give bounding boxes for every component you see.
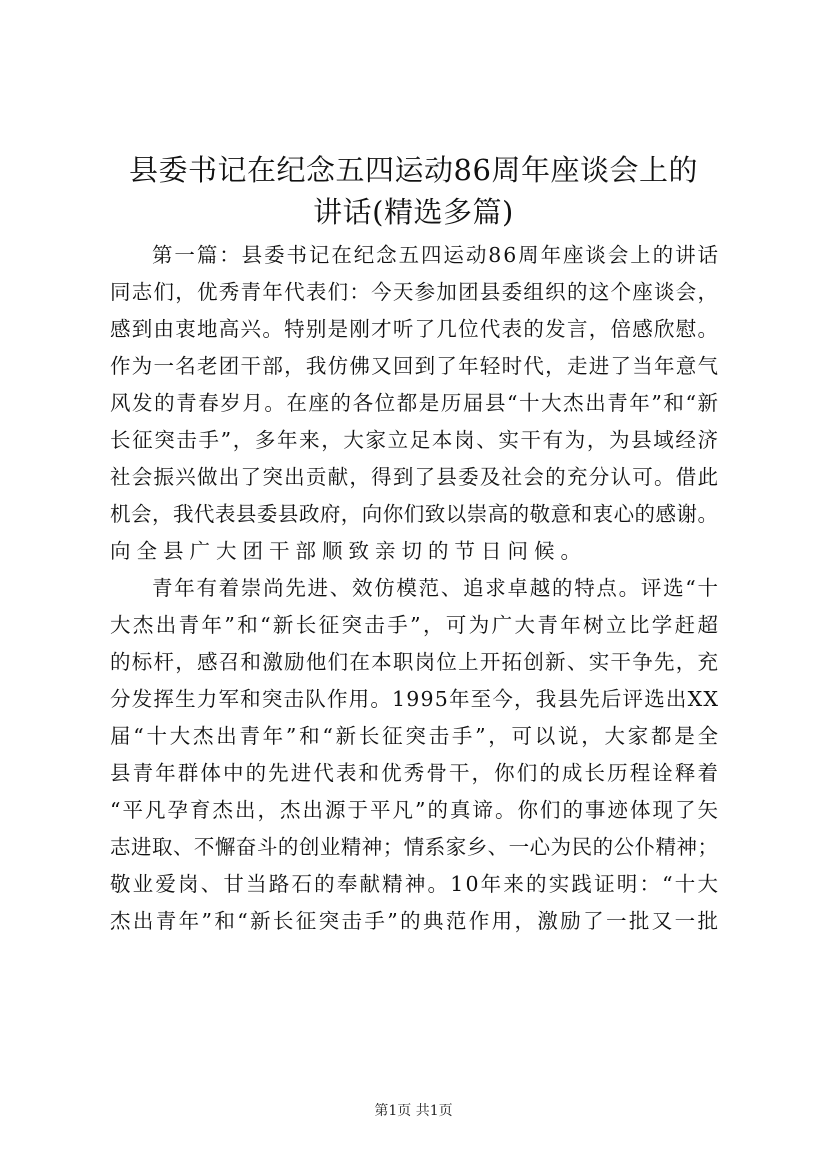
paragraph-line: 志进取、不懈奋斗的创业精神；情系家乡、一心为民的公仆精神； [110, 835, 719, 859]
paragraph-line: 机会，我代表县委县政府，向你们致以崇高的敬意和衷心的感谢。 [110, 502, 719, 526]
document-title-line-1: 县委书记在纪念五四运动86周年座谈会上的 [129, 153, 698, 187]
page-footer: 第1页 共1页 [374, 1103, 453, 1119]
paragraph-line: “平凡孕育杰出，杰出源于平凡”的真谛。你们的事迹体现了矢 [110, 798, 720, 822]
paragraph-line: 杰出青年”和“新长征突击手”的典范作用，激励了一批又一批 [110, 909, 721, 933]
paragraph-line: 的标杆，感召和激励他们在本职岗位上开拓创新、实干争先，充 [110, 650, 720, 674]
paragraph-line: 青年有着崇尚先进、效仿模范、追求卓越的特点。评选“十 [152, 576, 720, 600]
paragraph-line: 感到由衷地高兴。特别是刚才听了几位代表的发言，倍感欣慰。 [110, 317, 720, 341]
section-heading: 第一篇：县委书记在纪念五四运动86周年座谈会上的讲话 [152, 243, 720, 267]
paragraph-line: 同志们，优秀青年代表们：今天参加团县委组织的这个座谈会， [110, 280, 720, 304]
paragraph-line: 分发挥生力军和突击队作用。1995年至今，我县先后评选出XX [110, 687, 720, 711]
paragraph-line: 长征突击手”，多年来，大家立足本岗、实干有为，为县域经济 [110, 428, 720, 452]
paragraph-line: 大杰出青年”和“新长征突击手”，可为广大青年树立比学赶超 [110, 613, 721, 637]
document-body [110, 237, 721, 940]
paragraph-line: 县青年群体中的先进代表和优秀骨干，你们的成长历程诠释着 [110, 761, 721, 785]
document-title-line-2: 讲话(精选多篇) [313, 195, 514, 229]
paragraph-line: 社会振兴做出了突出贡献，得到了县委及社会的充分认可。借此 [110, 465, 720, 489]
paragraph-line: 向全县广大团干部顺致亲切的节日问候。 [110, 539, 587, 563]
paragraph-line: 敬业爱岗、甘当路石的奉献精神。10年来的实践证明：“十大 [110, 872, 721, 896]
paragraph-line: 作为一名老团干部，我仿佛又回到了年轻时代，走进了当年意气 [110, 354, 720, 378]
paragraph-line: 风发的青春岁月。在座的各位都是历届县“十大杰出青年”和“新 [110, 391, 720, 415]
paragraph-line: 届“十大杰出青年”和“新长征突击手”，可以说，大家都是全 [110, 724, 721, 748]
